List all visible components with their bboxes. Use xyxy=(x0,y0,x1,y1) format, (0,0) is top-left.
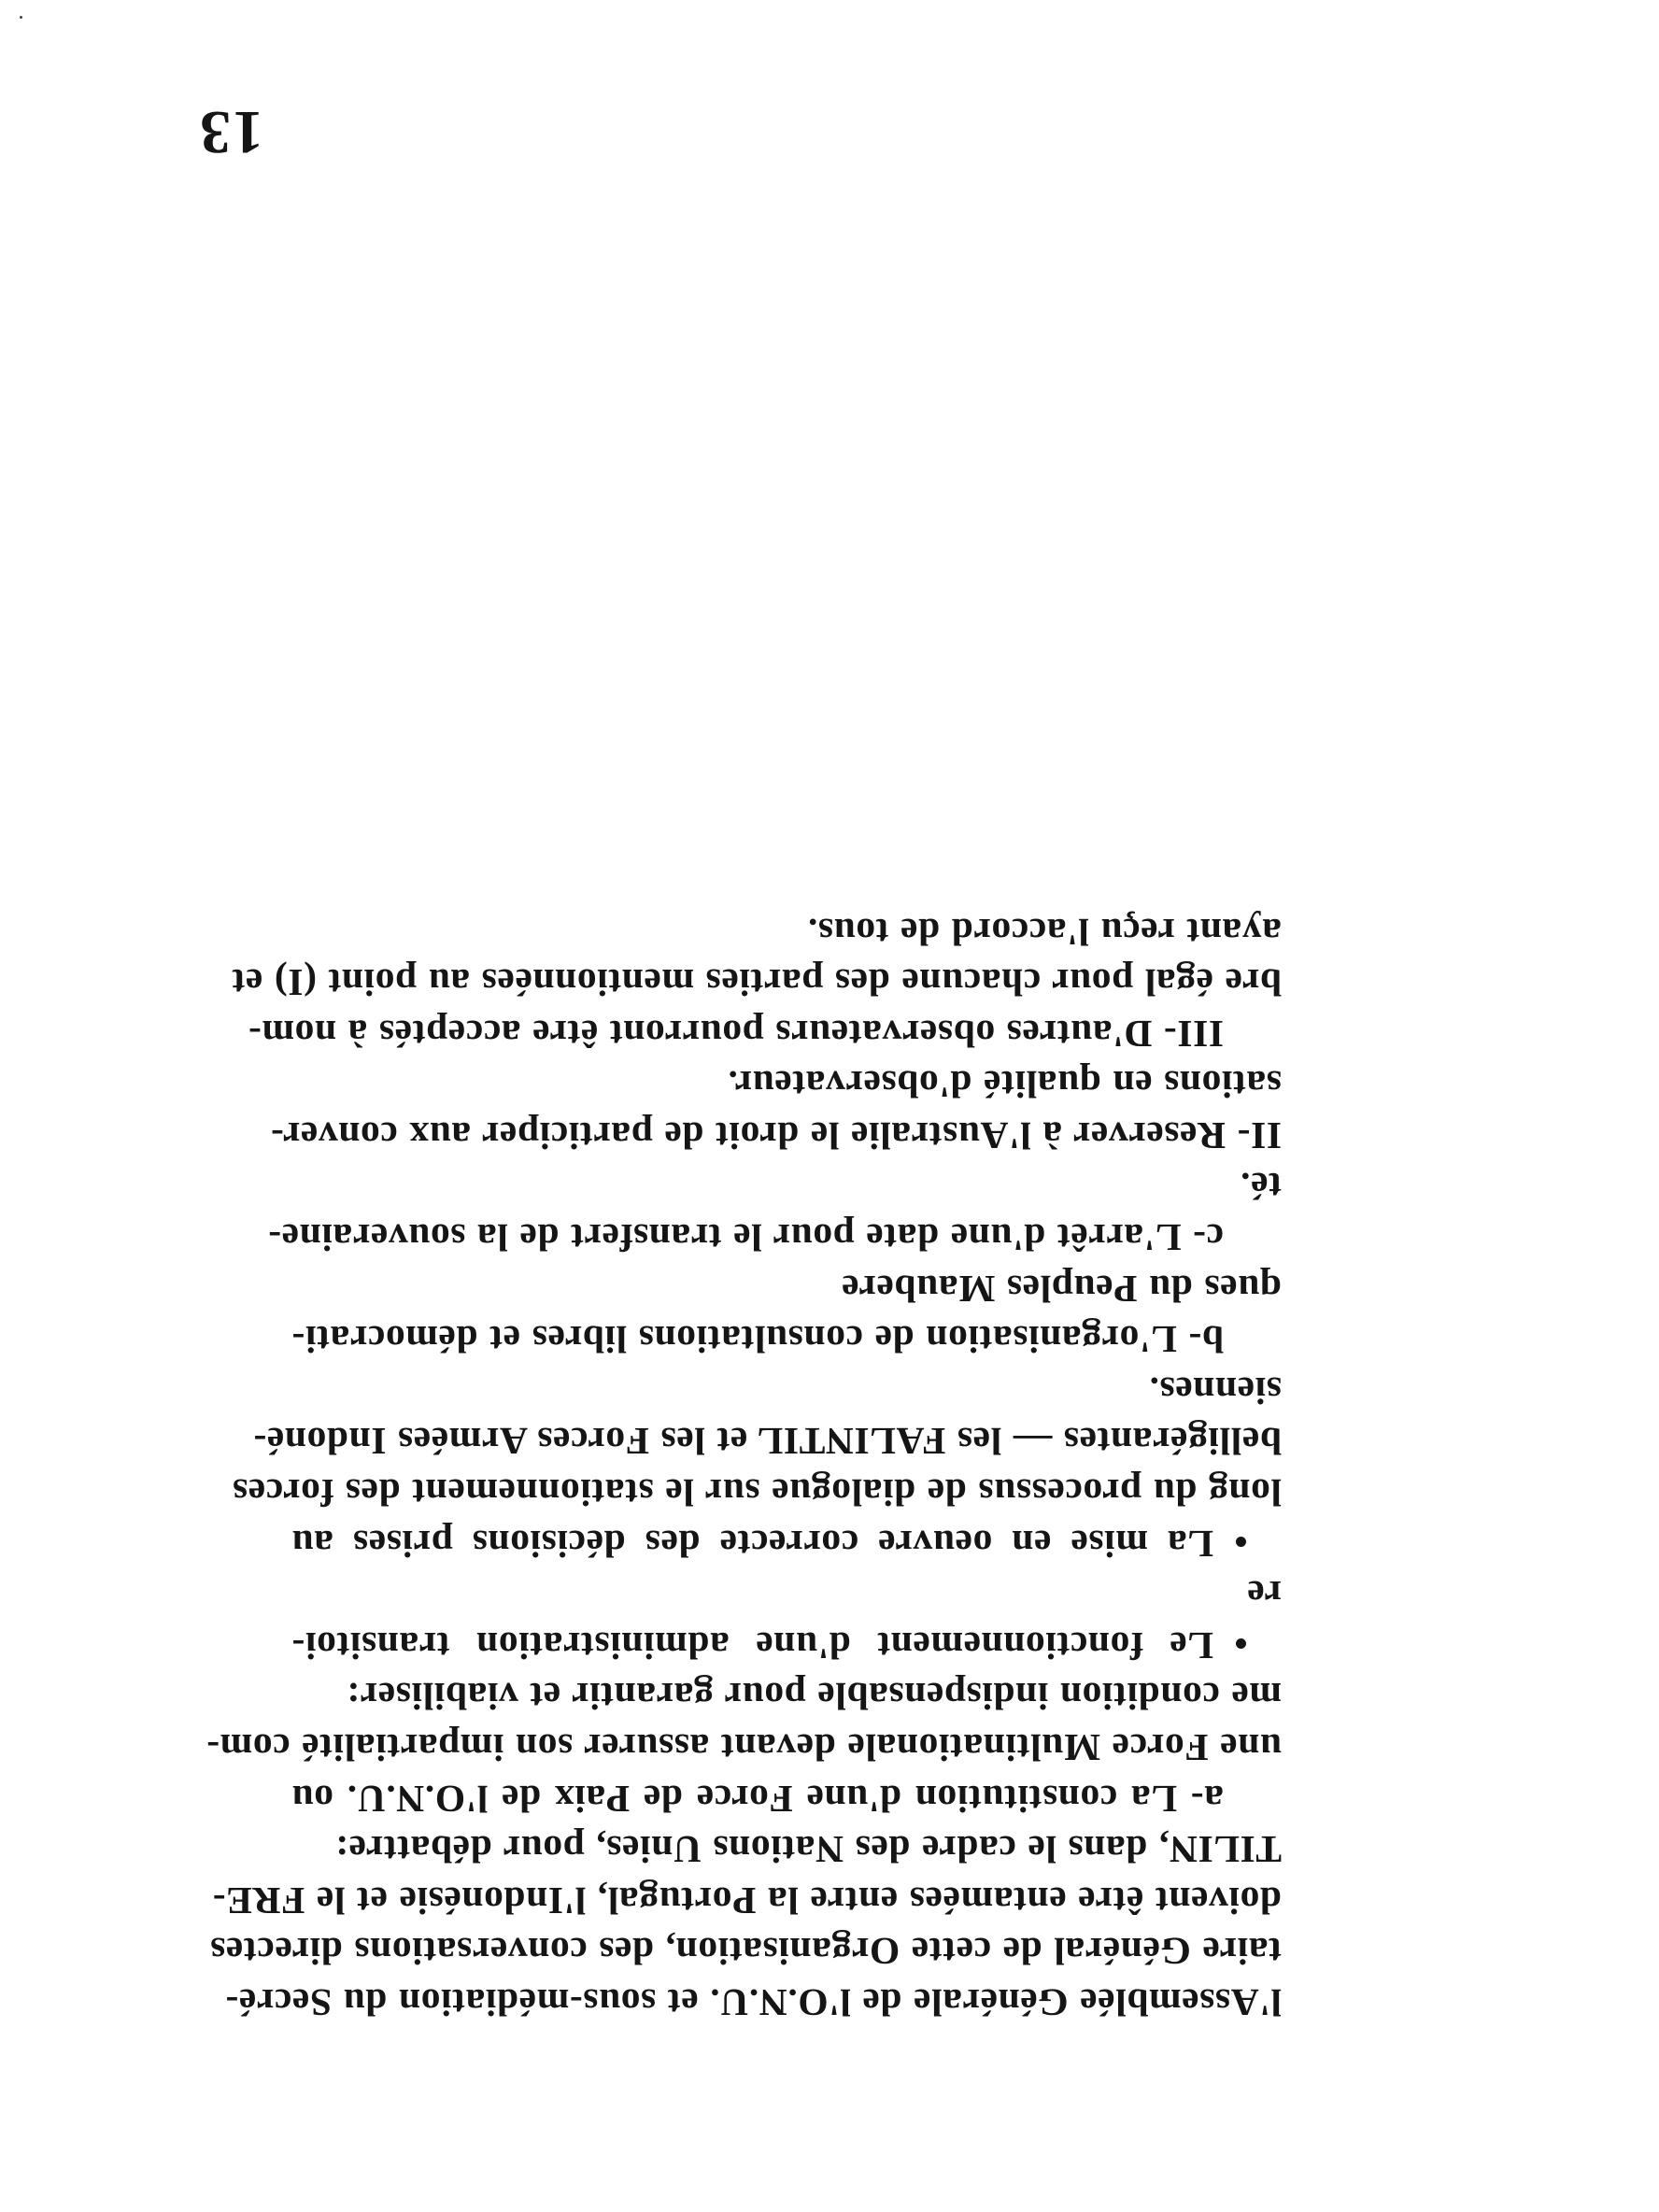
text-line: ayant reçu l'accord de tous. xyxy=(807,910,1282,954)
body-text xyxy=(206,906,1282,2028)
list-item-iii: III- D'autres observateurs pourront être acceptés à nom- xyxy=(248,1012,1224,1056)
list-item-b: b- L'organisation de consultations libres et démocrati- xyxy=(291,1318,1224,1362)
text-line: taire Général de cette Organisation, des conversations directes xyxy=(209,1930,1282,1974)
text-line: long du processus de dialogue sur le stationnement des forces xyxy=(232,1471,1282,1515)
text-line: re xyxy=(1246,1573,1282,1617)
bullet-icon xyxy=(1236,1537,1246,1547)
text-line: une Force Multinationale devant assurer son impartialité com- xyxy=(206,1726,1282,1770)
scan-speck xyxy=(20,16,22,19)
text-line: bre égal pour chacune des parties mentionnées au point (I) et xyxy=(231,961,1282,1005)
bullet-text: La mise en oeuvre correcte des décisions prises au xyxy=(291,1522,1213,1566)
text-line: té. xyxy=(1240,1165,1282,1209)
text-line: doivent être entamées entre la Portugal, l'Indonésie et le FRE- xyxy=(212,1879,1282,1922)
bullet-text: Le fonctionnement d'une administration transitoi- xyxy=(291,1624,1213,1667)
text-line: siennes. xyxy=(1148,1368,1282,1412)
bullet-icon xyxy=(1236,1638,1246,1649)
bullet-item xyxy=(291,1620,1282,1671)
list-item-c: c- L'arrêt d'une date pour le transfert de la souveraine- xyxy=(267,1216,1224,1260)
text-line: l'Assemblée Générale de l'O.N.U. et sous-médiation du Secré- xyxy=(224,1981,1282,2024)
text-line: sations en qualité d'observateur. xyxy=(727,1063,1282,1107)
text-line: me condition indispensable pour garantir et viabiliser: xyxy=(346,1675,1282,1719)
text-line: TILIN, dans le cadre des Nations Unies, pour débattre: xyxy=(334,1828,1282,1872)
list-item-a: a- La constitution d'une Force de Paix de l'O.N.U. ou xyxy=(291,1777,1224,1821)
page-number: 13 xyxy=(198,98,263,166)
bullet-item xyxy=(291,1518,1282,1569)
list-item-ii: II- Reserver à l'Australie le droit de participer aux conver- xyxy=(270,1113,1282,1157)
text-line: ques du Peuples Maubere xyxy=(841,1267,1282,1311)
text-line: belligérantes — les FALINTIL et les Forces Armées Indoné- xyxy=(252,1420,1282,1464)
